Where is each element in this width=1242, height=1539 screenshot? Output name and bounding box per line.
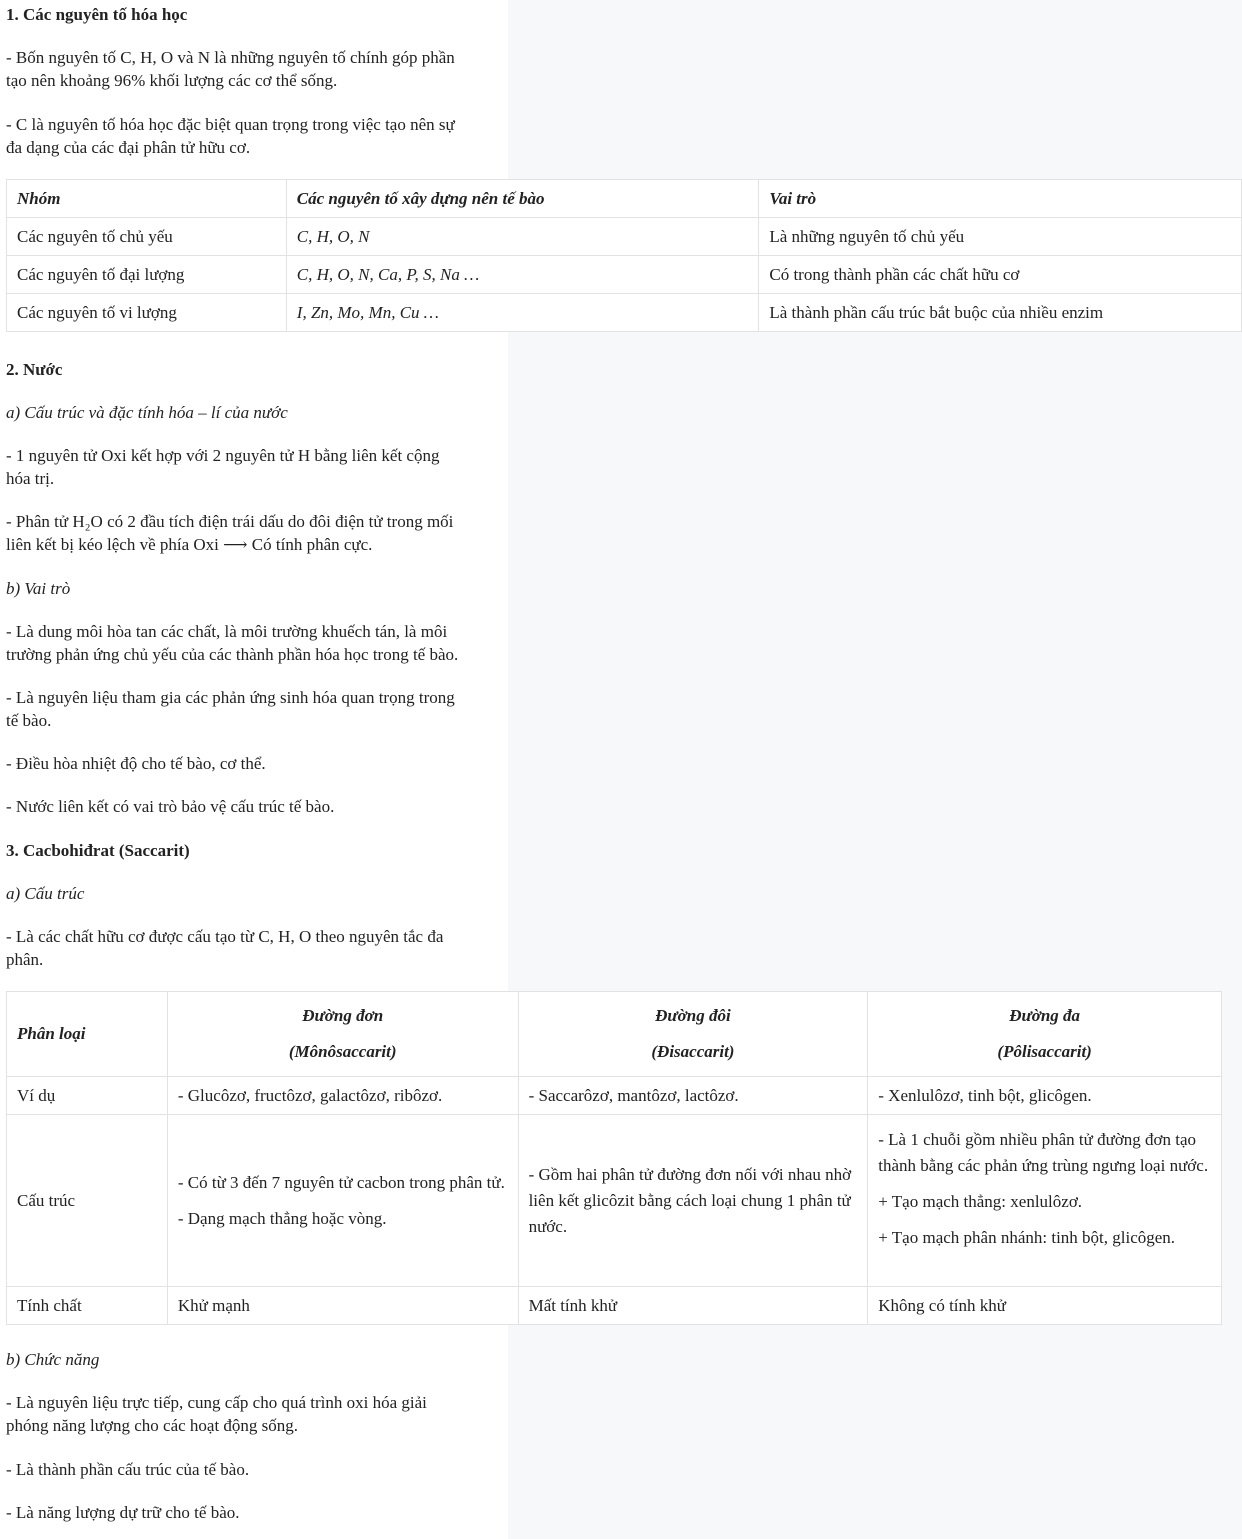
s2-r1-line2: trường phản ứng chủ yếu của các thành phần hóa học trong tế bào. [6, 645, 459, 664]
table-cell: Là những nguyên tố chủ yếu [759, 218, 1242, 256]
table-cell: C, H, O, N [286, 218, 759, 256]
header-line: Đường đa [1009, 1006, 1081, 1025]
header-line: (Mônôsaccarit) [288, 1042, 397, 1061]
header-line: (Đisaccarit) [651, 1042, 735, 1061]
s2-role-1 [6, 620, 506, 666]
col-header-group: Nhóm [7, 180, 287, 218]
table-cell: - Glucôzơ, fructôzơ, galactôzơ, ribôzơ. [167, 1077, 518, 1115]
header-line: (Pôlisaccarit) [997, 1042, 1092, 1061]
table-row [7, 294, 1242, 332]
section-3-title: 3. Cacbohiđrat (Saccarit) [6, 841, 190, 860]
header-line: Đường đôi [655, 1006, 731, 1025]
s3-function-2: - Là thành phần cấu trúc của tế bào. [6, 1460, 250, 1479]
s1-paragraph-1 [6, 46, 506, 92]
table-cell: Cấu trúc [7, 1115, 168, 1287]
s1-paragraph-2 [6, 113, 506, 159]
table-row [7, 1115, 1222, 1287]
table-row [7, 218, 1242, 256]
table-row [7, 1287, 1222, 1325]
table-cell: Các nguyên tố vi lượng [7, 294, 287, 332]
table-cell: Có trong thành phần các chất hữu cơ [759, 256, 1242, 294]
s2-r1-line1: - Là dung môi hòa tan các chất, là môi trường khuếch tán, là môi [6, 622, 448, 641]
s3-function-3: - Là năng lượng dự trữ cho tế bào. [6, 1503, 240, 1522]
s1-p2-line1: - C là nguyên tố hóa học đặc biệt quan trọng trong việc tạo nên sự [6, 115, 455, 134]
s3-subheading-a: a) Cấu trúc [6, 884, 85, 903]
cell-line: - Dạng mạch thẳng hoặc vòng. [177, 1208, 387, 1228]
table-cell: Khử mạnh [167, 1287, 518, 1325]
cell-line: + Tạo mạch thẳng: xenlulôzơ. [878, 1192, 1083, 1211]
s3-f1-line2: phóng năng lượng cho các hoạt động sống. [6, 1416, 299, 1435]
table-header-row [7, 180, 1242, 218]
table-cell: Các nguyên tố chủ yếu [7, 218, 287, 256]
table-cell: I, Zn, Mo, Mn, Cu … [286, 294, 759, 332]
col-header-classification: Phân loại [7, 992, 168, 1077]
table-cell: - Xenlulôzơ, tinh bột, glicôgen. [868, 1077, 1222, 1115]
table-cell [518, 1115, 868, 1287]
table-cell: Mất tính khử [518, 1287, 868, 1325]
table-row [7, 1077, 1222, 1115]
s2-subheading-b: b) Vai trò [6, 579, 71, 598]
table-row [7, 256, 1242, 294]
cell-line: - Là 1 chuỗi gồm nhiều phân tử đường đơn tạo thành bằng các phản ứng trùng ngưng loại nước. [878, 1130, 1209, 1175]
table-cell: Các nguyên tố đại lượng [7, 256, 287, 294]
s2-role-3: - Điều hòa nhiệt độ cho tế bào, cơ thể. [6, 754, 266, 773]
s2-role-4: - Nước liên kết có vai trò bảo vệ cấu trúc tế bào. [6, 797, 335, 816]
s2-r2-line2: tế bào. [6, 711, 52, 730]
table-cell: Tính chất [7, 1287, 168, 1325]
col-header-elements: Các nguyên tố xây dựng nên tế bào [286, 180, 759, 218]
table-cell: - Saccarôzơ, mantôzơ, lactôzơ. [518, 1077, 868, 1115]
s3-subheading-b: b) Chức năng [6, 1350, 100, 1369]
section-2-title: 2. Nước [6, 360, 63, 379]
elements-table [6, 179, 1242, 332]
col-header-poly [868, 992, 1222, 1077]
s2-p1-line2: hóa trị. [6, 469, 55, 488]
col-header-role: Vai trò [759, 180, 1242, 218]
col-header-mono [167, 992, 518, 1077]
table-cell [868, 1115, 1222, 1287]
s3-p1-line2: phân. [6, 950, 44, 969]
s3-p1-line1: - Là các chất hữu cơ được cấu tạo từ C, H, O theo nguyên tắc đa [6, 927, 444, 946]
s2-p1-line1: - 1 nguyên tử Oxi kết hợp với 2 nguyên tử H bằng liên kết cộng [6, 446, 440, 465]
s2-r2-line1: - Là nguyên liệu tham gia các phản ứng sinh hóa quan trọng trong [6, 688, 455, 707]
s2-role-2 [6, 686, 506, 732]
table-cell: Ví dụ [7, 1077, 168, 1115]
table-cell: Không có tính khử [868, 1287, 1222, 1325]
s1-p1-line2: tạo nên khoảng 96% khối lượng các cơ thể sống. [6, 71, 338, 90]
s2-p2-line1: - Phân tử H₂O có 2 đầu tích điện trái dấu do đôi điện tử trong mối [6, 512, 454, 531]
s2-subheading-a: a) Cấu trúc và đặc tính hóa – lí của nước [6, 403, 288, 422]
s1-p1-line1: - Bốn nguyên tố C, H, O và N là những nguyên tố chính góp phần [6, 48, 455, 67]
s3-f1-line1: - Là nguyên liệu trực tiếp, cung cấp cho quá trình oxi hóa giải [6, 1393, 427, 1412]
cell-line: + Tạo mạch phân nhánh: tinh bột, glicôgen. [878, 1228, 1176, 1247]
s2-p2-line2: liên kết bị kéo lệch về phía Oxi ⟶ Có tính phân cực. [6, 535, 373, 554]
header-line: Đường đơn [302, 1006, 384, 1025]
table-header-row [7, 992, 1222, 1077]
cell-line: - Gồm hai phân tử đường đơn nối với nhau nhờ liên kết glicôzit bằng cách loại chung 1 phân tử nước. [528, 1164, 852, 1236]
col-header-di [518, 992, 868, 1077]
s3-function-1 [6, 1391, 506, 1437]
table-cell: Là thành phần cấu trúc bắt buộc của nhiều enzim [759, 294, 1242, 332]
s2-paragraph-2 [6, 510, 506, 556]
section-1-title: 1. Các nguyên tố hóa học [6, 5, 188, 24]
s1-p2-line2: đa dạng của các đại phân tử hữu cơ. [6, 138, 251, 157]
cell-line: - Có từ 3 đến 7 nguyên tử cacbon trong phân tử. [177, 1172, 505, 1192]
table-cell: C, H, O, N, Ca, P, S, Na … [286, 256, 759, 294]
table-cell [167, 1115, 518, 1287]
s2-paragraph-1 [6, 444, 506, 490]
s3-paragraph-1 [6, 925, 506, 971]
saccarit-table [6, 991, 1222, 1325]
